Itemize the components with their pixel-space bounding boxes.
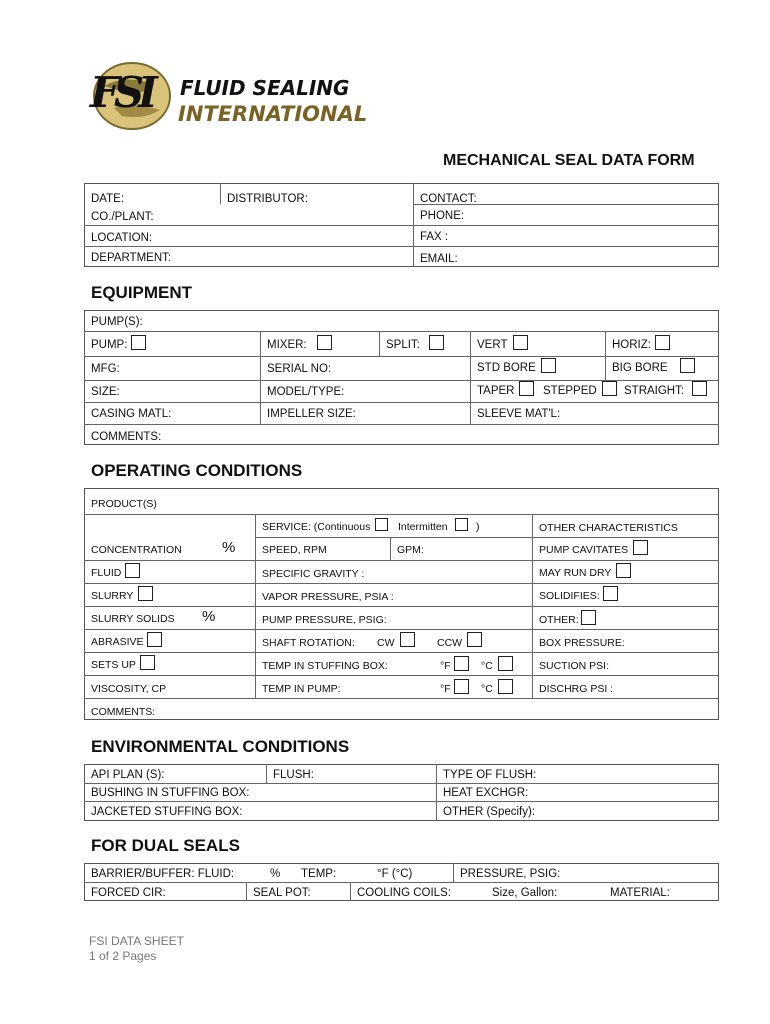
logo-text-line1: FLUID SEALING: [180, 76, 350, 100]
gpm-label: GPM:: [397, 544, 424, 556]
sleeve-matl-label: SLEEVE MAT'L:: [477, 408, 561, 420]
fluid-checkbox[interactable]: [125, 563, 140, 578]
jacketed-label: JACKETED STUFFING BOX:: [91, 806, 243, 818]
pump-label: PUMP:: [91, 339, 128, 351]
mfg-label: MFG:: [91, 363, 120, 375]
ccw-checkbox[interactable]: [467, 632, 482, 647]
shaft-rotation-label: SHAFT ROTATION:: [262, 637, 355, 649]
form-title: MECHANICAL SEAL DATA FORM: [443, 152, 695, 169]
barrier-percent: %: [270, 868, 281, 880]
type-of-flush-label: TYPE OF FLUSH:: [443, 769, 537, 781]
material-label: MATERIAL:: [610, 887, 670, 899]
solidifies-checkbox[interactable]: [603, 586, 618, 601]
department-label: DEPARTMENT:: [91, 252, 172, 264]
contact-label: CONTACT:: [420, 193, 477, 205]
service-close-paren: ): [476, 521, 480, 533]
straight-checkbox[interactable]: [692, 381, 707, 396]
intermittent-label: Intermitten: [398, 521, 448, 533]
stuffing-box-c-checkbox[interactable]: [498, 656, 513, 671]
split-checkbox[interactable]: [429, 335, 444, 350]
footer-sheet-name: FSI DATA SHEET: [89, 934, 184, 948]
fsi-logo-mark: FSI: [90, 68, 152, 117]
serial-no-label: SERIAL NO:: [267, 363, 332, 375]
fax-label: FAX :: [420, 231, 449, 243]
location-label: LOCATION:: [91, 232, 153, 244]
vert-label: VERT: [477, 339, 508, 351]
solidifies-label: SOLIDIFIES:: [539, 590, 600, 602]
taper-label: TAPER: [477, 385, 515, 397]
forced-cir-label: FORCED CIR:: [91, 887, 166, 899]
equipment-heading: EQUIPMENT: [91, 283, 193, 302]
concentration-percent: %: [222, 539, 236, 556]
horiz-checkbox[interactable]: [655, 335, 670, 350]
may-run-dry-label: MAY RUN DRY: [539, 567, 612, 579]
stepped-checkbox[interactable]: [602, 381, 617, 396]
flush-label: FLUSH:: [273, 769, 314, 781]
model-type-label: MODEL/TYPE:: [267, 386, 345, 398]
mixer-label: MIXER:: [267, 339, 307, 351]
api-plan-label: API PLAN (S):: [91, 769, 165, 781]
abrasive-checkbox[interactable]: [147, 632, 162, 647]
ccw-label: CCW: [437, 637, 463, 649]
pump-checkbox[interactable]: [131, 335, 146, 350]
other-checkbox[interactable]: [581, 610, 596, 625]
date-label: DATE:: [91, 193, 125, 205]
service-label: SERVICE: (Continuous: [262, 521, 371, 533]
pump-pressure-label: PUMP PRESSURE, PSIG:: [262, 614, 387, 626]
dual-deg-f-c: °F (°C): [377, 868, 413, 880]
horiz-label: HORIZ:: [612, 339, 651, 351]
dischrg-psi-label: DISCHRG PSI :: [539, 683, 614, 695]
viscosity-label: VISCOSITY, CP: [91, 683, 167, 695]
cw-checkbox[interactable]: [400, 632, 415, 647]
cw-label: CW: [377, 637, 395, 649]
co-plant-label: CO./PLANT:: [91, 211, 154, 223]
size-label: SIZE:: [91, 386, 120, 398]
logo-text-line2: INTERNATIONAL: [178, 102, 368, 126]
equipment-comments-label: COMMENTS:: [91, 431, 162, 443]
other-specify-label: OTHER (Specify):: [443, 806, 536, 818]
vapor-pressure-label: VAPOR PRESSURE, PSIA :: [262, 591, 394, 603]
email-label: EMAIL:: [420, 253, 458, 265]
concentration-label: CONCENTRATION: [91, 544, 182, 556]
stuffing-box-deg-f: °F: [440, 660, 451, 672]
pumps-label: PUMP(S):: [91, 316, 143, 328]
mixer-checkbox[interactable]: [317, 335, 332, 350]
company-logo: [84, 56, 374, 136]
pump-temp-deg-f: °F: [440, 683, 451, 695]
distributor-label: DISTRIBUTOR:: [227, 193, 308, 205]
straight-label: STRAIGHT:: [624, 385, 685, 397]
pressure-psig-label: PRESSURE, PSIG:: [460, 868, 561, 880]
stepped-label: STEPPED: [543, 385, 597, 397]
speed-rpm-label: SPEED, RPM: [262, 544, 327, 556]
slurry-solids-percent: %: [202, 608, 216, 625]
operating-comments-label: COMMENTS:: [91, 706, 156, 718]
split-label: SPLIT:: [386, 339, 420, 351]
pump-cavitates-checkbox[interactable]: [633, 540, 648, 555]
fluid-label: FLUID: [91, 567, 122, 579]
vert-checkbox[interactable]: [513, 335, 528, 350]
temp-stuffing-box-label: TEMP IN STUFFING BOX:: [262, 660, 388, 672]
environmental-heading: ENVIRONMENTAL CONDITIONS: [91, 737, 350, 756]
stuffing-box-deg-c: °C: [481, 660, 493, 672]
std-bore-checkbox[interactable]: [541, 358, 556, 373]
specific-gravity-label: SPECIFIC GRAVITY :: [262, 568, 365, 580]
barrier-fluid-label: BARRIER/BUFFER: FLUID:: [91, 868, 235, 880]
casing-matl-label: CASING MATL:: [91, 408, 172, 420]
stuffing-box-f-checkbox[interactable]: [454, 656, 469, 671]
dual-seals-heading: FOR DUAL SEALS: [91, 836, 240, 855]
temp-in-pump-label: TEMP IN PUMP:: [262, 683, 341, 695]
seal-pot-label: SEAL POT:: [253, 887, 311, 899]
impeller-size-label: IMPELLER SIZE:: [267, 408, 356, 420]
other-label: OTHER:: [539, 614, 579, 626]
sets-up-checkbox[interactable]: [140, 655, 155, 670]
operating-heading: OPERATING CONDITIONS: [91, 461, 303, 480]
big-bore-checkbox[interactable]: [680, 358, 695, 373]
pump-cavitates-label: PUMP CAVITATES: [539, 544, 629, 556]
pump-temp-c-checkbox[interactable]: [498, 679, 513, 694]
sets-up-label: SETS UP: [91, 659, 136, 671]
slurry-checkbox[interactable]: [138, 586, 153, 601]
taper-checkbox[interactable]: [519, 381, 534, 396]
cooling-coils-label: COOLING COILS:: [357, 887, 451, 899]
intermittent-checkbox[interactable]: [455, 518, 468, 531]
pump-temp-deg-c: °C: [481, 683, 493, 695]
may-run-dry-checkbox[interactable]: [616, 563, 631, 578]
box-pressure-label: BOX PRESSURE:: [539, 637, 625, 649]
big-bore-label: BIG BORE: [612, 362, 668, 374]
slurry-label: SLURRY: [91, 590, 134, 602]
size-gallon-label: Size, Gallon:: [492, 887, 558, 899]
continuous-checkbox[interactable]: [375, 518, 388, 531]
std-bore-label: STD BORE: [477, 362, 536, 374]
other-characteristics-label: OTHER CHARACTERISTICS: [539, 522, 678, 534]
dual-temp-label: TEMP:: [301, 868, 337, 880]
heat-exchgr-label: HEAT EXCHGR:: [443, 787, 529, 799]
suction-psi-label: SUCTION PSI:: [539, 660, 610, 672]
phone-label: PHONE:: [420, 210, 465, 222]
bushing-label: BUSHING IN STUFFING BOX:: [91, 787, 250, 799]
pump-temp-f-checkbox[interactable]: [454, 679, 469, 694]
slurry-solids-label: SLURRY SOLIDS: [91, 613, 175, 625]
abrasive-label: ABRASIVE: [91, 636, 144, 648]
products-label: PRODUCT(S): [91, 498, 157, 510]
footer-page-count: 1 of 2 Pages: [89, 949, 157, 963]
